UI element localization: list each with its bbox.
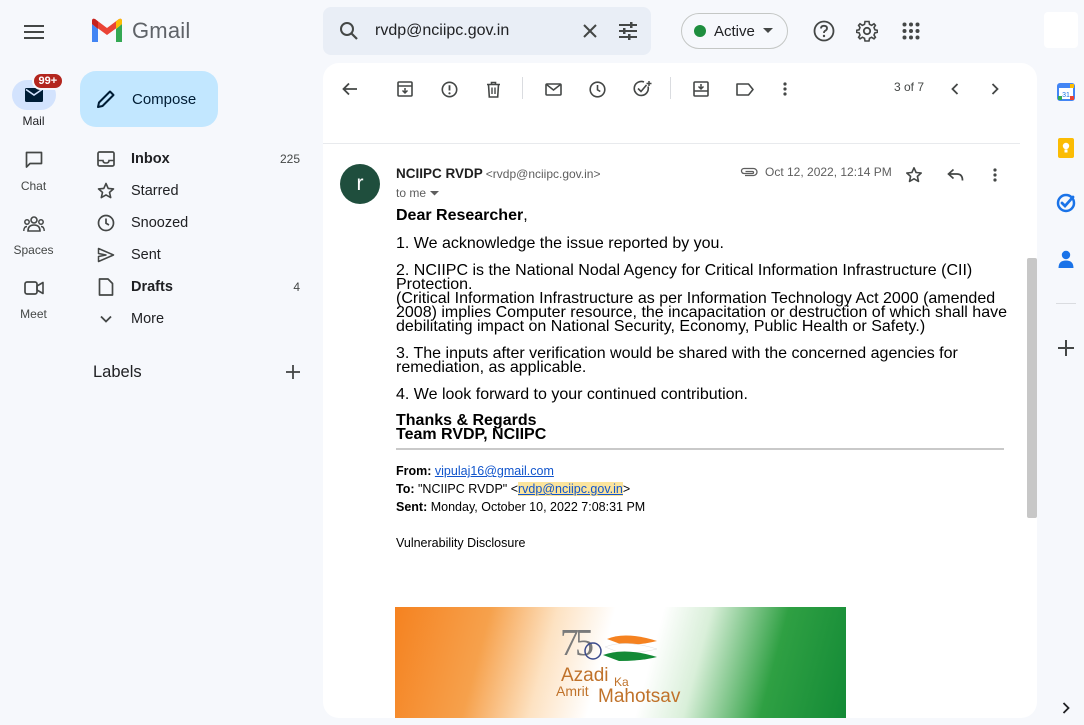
send-icon bbox=[97, 247, 115, 263]
message-panel bbox=[323, 63, 1037, 718]
nav-item-drafts[interactable] bbox=[80, 271, 310, 303]
create-label-button[interactable] bbox=[283, 362, 303, 382]
nav-label-sent: Sent bbox=[131, 247, 161, 263]
account-avatar[interactable] bbox=[1044, 12, 1078, 48]
draft-icon bbox=[98, 278, 114, 296]
star-icon bbox=[905, 166, 923, 184]
nav-label-starred: Starred bbox=[131, 183, 179, 199]
sent-value: Monday, October 10, 2022 7:08:31 PM bbox=[430, 500, 646, 514]
nav-item-starred[interactable] bbox=[80, 175, 310, 207]
rail-spaces[interactable] bbox=[0, 209, 67, 257]
recipient-details-toggle[interactable] bbox=[396, 186, 439, 200]
pencil-icon bbox=[96, 89, 116, 109]
to-label: To: bbox=[396, 482, 415, 496]
keep-icon bbox=[1058, 138, 1074, 158]
chevron-right-icon bbox=[1062, 702, 1070, 714]
sender-email: <rvdp@nciipc.gov.in> bbox=[485, 167, 601, 181]
keep-app-button[interactable] bbox=[1055, 137, 1077, 159]
nav-count-inbox: 225 bbox=[279, 152, 300, 166]
flag-white-stripe bbox=[605, 643, 657, 653]
star-message-button[interactable] bbox=[903, 164, 925, 186]
add-task-icon bbox=[633, 80, 652, 98]
more-options-button[interactable] bbox=[773, 77, 797, 101]
quoted-header bbox=[396, 462, 1016, 516]
search-options-button[interactable] bbox=[618, 19, 638, 43]
svg-text:31: 31 bbox=[1062, 92, 1070, 99]
recipient-text: to me bbox=[396, 186, 427, 200]
gear-icon bbox=[856, 20, 878, 42]
message-toolbar bbox=[323, 63, 1037, 111]
banner-amrit: Amrit bbox=[556, 683, 589, 699]
chevron-down-icon bbox=[99, 314, 113, 324]
rail-chat-pill bbox=[12, 145, 56, 175]
back-button[interactable] bbox=[338, 77, 362, 101]
sent-label: Sent: bbox=[396, 500, 428, 514]
status-label: Active bbox=[714, 22, 755, 40]
azadi-ka-amrit-mahotsav-banner bbox=[395, 607, 846, 718]
nav-item-inbox[interactable] bbox=[80, 143, 310, 175]
arrow-left-icon bbox=[342, 82, 358, 96]
add-task-button[interactable] bbox=[630, 77, 654, 101]
nav-item-sent[interactable] bbox=[80, 239, 310, 271]
toolbar-divider bbox=[670, 77, 671, 99]
archive-icon bbox=[397, 81, 413, 97]
get-addons-button[interactable] bbox=[1055, 337, 1077, 359]
rail-chat-label: Chat bbox=[20, 179, 47, 193]
spaces-icon bbox=[23, 216, 45, 232]
sender-line bbox=[396, 166, 600, 181]
nav-count-drafts: 4 bbox=[293, 280, 300, 294]
paragraph-1: 1. We acknowledge the issue reported by you. bbox=[396, 235, 724, 252]
move-to-button[interactable] bbox=[689, 77, 713, 101]
greeting bbox=[396, 209, 1016, 223]
search-input[interactable] bbox=[375, 22, 582, 40]
signature: Team RVDP, NCIIPC bbox=[396, 426, 547, 443]
plus-icon bbox=[1058, 340, 1074, 356]
hamburger-icon bbox=[24, 24, 44, 40]
chevron-left-icon bbox=[951, 83, 959, 95]
banner-ka: Ka bbox=[614, 675, 629, 689]
to-end: > bbox=[622, 482, 631, 496]
sign-off: Thanks & Regards bbox=[396, 412, 537, 429]
inbox-icon bbox=[97, 151, 115, 167]
header-divider bbox=[323, 143, 1020, 144]
scrollbar-thumb[interactable] bbox=[1027, 258, 1037, 518]
labels-section bbox=[93, 362, 303, 382]
snooze-button[interactable] bbox=[585, 77, 609, 101]
rail-spaces-label: Spaces bbox=[13, 243, 54, 257]
calendar-icon bbox=[1057, 83, 1075, 101]
rail-meet[interactable] bbox=[0, 273, 67, 321]
report-icon bbox=[441, 81, 458, 98]
rail-mail-pill bbox=[12, 75, 58, 110]
contacts-app-button[interactable] bbox=[1055, 248, 1077, 270]
label-icon bbox=[736, 83, 754, 96]
trash-icon bbox=[486, 81, 501, 98]
tasks-icon bbox=[1056, 193, 1076, 213]
rail-spaces-pill bbox=[12, 209, 56, 239]
clock-icon bbox=[97, 214, 115, 232]
sender-avatar[interactable]: r bbox=[340, 164, 380, 204]
toolbar-divider bbox=[522, 77, 523, 99]
labels-heading: Labels bbox=[93, 362, 142, 381]
to-name: "NCIIPC RVDP" < bbox=[418, 482, 518, 496]
greeting-tail: , bbox=[523, 207, 528, 224]
quoted-subject: Vulnerability Disclosure bbox=[396, 536, 526, 550]
from-label: From: bbox=[396, 464, 432, 478]
search-bar bbox=[323, 7, 651, 55]
chat-icon bbox=[25, 151, 43, 169]
apps-button[interactable] bbox=[896, 16, 926, 46]
flag-green-stripe bbox=[603, 651, 657, 661]
archive-button[interactable] bbox=[393, 77, 417, 101]
settings-button[interactable] bbox=[852, 16, 882, 46]
caret-down-icon bbox=[763, 28, 773, 34]
date-text: Oct 12, 2022, 12:14 PM bbox=[765, 165, 892, 179]
support-button[interactable] bbox=[809, 16, 839, 46]
tasks-app-button[interactable] bbox=[1055, 192, 1077, 214]
message-body bbox=[396, 209, 1016, 550]
paragraph-3: 3. The inputs after verification would be shared with the concerned agencies for remediation, as applicable. bbox=[396, 345, 958, 376]
labels-button[interactable] bbox=[733, 77, 757, 101]
more-vert-icon bbox=[993, 168, 997, 182]
to-email-link[interactable]: rvdp@nciipc.gov.in bbox=[518, 482, 623, 496]
folder-nav bbox=[80, 143, 310, 335]
message-date bbox=[740, 165, 892, 179]
search-icon bbox=[339, 21, 359, 41]
compose-label: Compose bbox=[132, 90, 197, 108]
banner-number: 75 bbox=[560, 622, 590, 664]
sender-name[interactable]: NCIIPC RVDP bbox=[396, 166, 483, 181]
calendar-app-button[interactable] bbox=[1055, 81, 1077, 103]
nav-label-snoozed: Snoozed bbox=[131, 215, 189, 231]
close-icon bbox=[582, 23, 598, 39]
nav-label-more: More bbox=[131, 311, 165, 327]
caret-down-icon bbox=[430, 191, 439, 196]
greeting-bold: Dear Researcher bbox=[396, 207, 524, 224]
contacts-icon bbox=[1058, 249, 1074, 269]
rail-mail[interactable] bbox=[0, 75, 67, 128]
quote-separator bbox=[396, 448, 1004, 450]
gmail-logo[interactable] bbox=[90, 18, 190, 44]
paragraph-2b: (Critical Information Infrastructure as per Information Technology Act 2000 (amended 2008) implies Computer resource, the incapacitation or destruction of which shall have debilitating impact on National Security, Economy, Public Health or Safety.) bbox=[396, 290, 1007, 335]
report-spam-button[interactable] bbox=[437, 77, 461, 101]
paragraph-2a: 2. NCIIPC is the National Nodal Agency for Critical Information Infrastructure (CII) Protection. bbox=[396, 262, 973, 293]
rail-chat[interactable] bbox=[0, 145, 67, 193]
nav-item-more[interactable] bbox=[80, 303, 310, 335]
banner-mahotsav: Mahotsav bbox=[598, 686, 681, 707]
attachment-icon bbox=[740, 167, 758, 177]
reply-icon bbox=[947, 168, 964, 182]
mark-unread-button[interactable] bbox=[541, 77, 565, 101]
rail-meet-pill bbox=[12, 273, 56, 303]
clock-icon bbox=[589, 81, 606, 98]
video-camera-icon bbox=[24, 281, 44, 295]
compose-button[interactable] bbox=[80, 71, 218, 127]
reply-button[interactable] bbox=[944, 164, 966, 186]
search-button[interactable] bbox=[339, 19, 359, 43]
main-menu-button[interactable] bbox=[18, 16, 50, 48]
gmail-logo-icon bbox=[90, 18, 124, 44]
status-dot bbox=[694, 25, 706, 37]
more-vert-icon bbox=[783, 82, 787, 96]
from-email-link[interactable]: vipulaj16@gmail.com bbox=[434, 464, 554, 478]
apps-grid-icon bbox=[902, 22, 920, 40]
pagination-text: 3 of 7 bbox=[894, 80, 925, 94]
nav-label-drafts: Drafts bbox=[131, 279, 173, 295]
newer-button[interactable] bbox=[943, 77, 967, 101]
move-to-icon bbox=[693, 81, 709, 97]
clear-search-button[interactable] bbox=[582, 19, 598, 43]
star-icon bbox=[97, 182, 115, 200]
plus-icon bbox=[286, 365, 300, 379]
nav-label-inbox: Inbox bbox=[131, 151, 170, 167]
rail-meet-label: Meet bbox=[20, 307, 47, 321]
nav-item-snoozed[interactable] bbox=[80, 207, 310, 239]
chevron-right-icon bbox=[991, 83, 999, 95]
app-name: Gmail bbox=[132, 18, 191, 43]
mail-outline-icon bbox=[545, 83, 562, 96]
unread-badge: 99+ bbox=[32, 72, 65, 90]
message-more-button[interactable] bbox=[984, 164, 1006, 186]
rail-mail-label: Mail bbox=[22, 114, 45, 128]
banner-azadi: Azadi bbox=[561, 665, 609, 686]
older-button[interactable] bbox=[983, 77, 1007, 101]
status-selector[interactable] bbox=[681, 13, 788, 49]
paragraph-4: 4. We look forward to your continued contribution. bbox=[396, 386, 748, 403]
delete-button[interactable] bbox=[481, 77, 505, 101]
mail-icon bbox=[25, 88, 43, 102]
side-panel-divider bbox=[1056, 303, 1076, 304]
amrit-mahotsav-logo bbox=[395, 607, 846, 718]
help-icon bbox=[813, 20, 835, 42]
show-side-panel-button[interactable] bbox=[1055, 697, 1077, 719]
tune-icon bbox=[618, 22, 638, 40]
